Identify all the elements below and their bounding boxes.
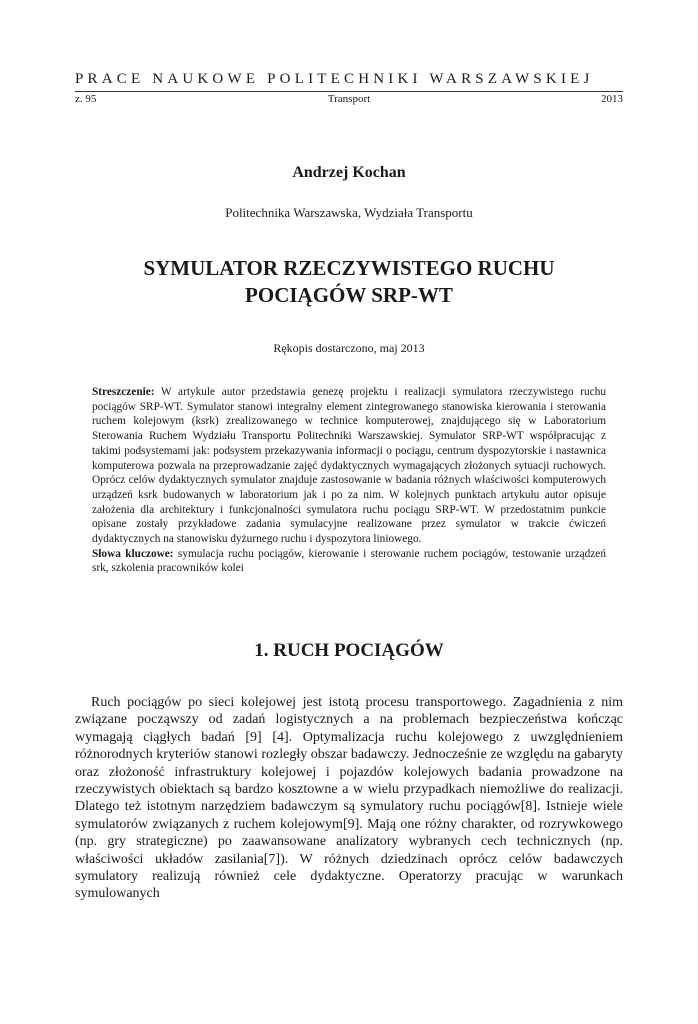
volume-number: z. 95 bbox=[75, 93, 97, 105]
header-rule bbox=[75, 91, 623, 92]
body-paragraph: Ruch pociągów po sieci kolejowej jest istotą procesu transportowego. Zagadnienia z nim związane począwszy od zadań logistycznych a na problemach bezpieczeństwa kończąc wymagają ciągłych badań [9] [4]. Optymalizacja ruchu kolejowego z uwzględnieniem różnorodnych kryteriów stanowi rozległy obszar badawczy. Jednocześnie ze względu na gabaryty oraz złożoność infrastruktury kolejowej i pojazdów kolejowych badania prowadzone na rzeczywistych obiektach są bardzo kosztowne a w wielu przypadkach niemożliwe do realizacji. Dlatego też istotnym narzędziem badawczym są symulatory ruchu pociągów[8]. Istnieje wiele symulatorów związanych z ruchem kolejowym[9]. Mają one różny charakter, od rozrywkowego (np. gry strategiczne) po zaawansowane analizatory wybranych cech technicznych (np. właściwości układów zasilania[7]). W różnych dziedzinach oprócz celów badawczych symulatory realizują również cele dydaktyczne. Operatorzy pracując w warunkach symulowanych bbox=[75, 695, 623, 902]
journal-title: PRACE NAUKOWE POLITECHNIKI WARSZAWSKIEJ bbox=[75, 71, 594, 87]
author-name: Andrzej Kochan bbox=[292, 164, 406, 181]
publication-year: 2013 bbox=[601, 93, 623, 105]
abstract-paragraph bbox=[92, 385, 606, 547]
keywords-text: symulacja ruchu pociągów, kierowanie i sterowanie ruchem pociągów, testowanie urządzeń srk, szkolenia pracowników kolei bbox=[92, 547, 606, 575]
abstract-text: W artykule autor przedstawia genezę projektu i realizacji symulatora rzeczywistego ruchu pociągów SRP-WT. Symulator stanowi integralny element zintegrowanego stanowiska kierowania i sterowania ruchem kolejowym (ksrk) zrealizowanego w technice komputerowej, znajdującego się w Laboratorium Sterowania Ruchem Wydziału Transportu Politechniki Warszawskiej. Symulator SRP-WT współpracując z takimi podsystemami jak: podsystem przekazywania informacji o pociągu, centrum dyspozytorskie i nastawnica komputerowa pozwala na przeprowadzanie zajęć dydaktycznych wymagających złożonych sytuacji ruchowych. Oprócz celów dydaktycznych symulator znajduje zastosowanie w badania różnych właściwości komputerowych urządzeń ksrk budowanych w laboratorium jak i po za nim. W kolejnych punktach artykułu autor opisuje założenia dla architektury i funkcjonalności symulatora ruchu pociągu SRP-WT. W przedostatnim punkcie opisane zostały przykładowe zadania symulacyjne realizowane przez symulator w trakcie ćwiczeń dydaktycznych na stanowisku dyżurnego ruchu i dyspozytora liniowego. bbox=[92, 386, 606, 546]
paper-title-line-2: POCIĄGÓW SRP-WT bbox=[245, 283, 453, 307]
paper-title-line-1: SYMULATOR RZECZYWISTEGO RUCHU bbox=[143, 256, 555, 280]
body-text bbox=[75, 694, 623, 903]
paper-title bbox=[0, 255, 698, 309]
received-date: Rękopis dostarczono, maj 2013 bbox=[273, 341, 425, 355]
section-heading: 1. RUCH POCIĄGÓW bbox=[254, 640, 444, 661]
author-affiliation: Politechnika Warszawska, Wydziała Transportu bbox=[225, 205, 473, 220]
abstract-label: Streszczenie: bbox=[92, 386, 155, 398]
keywords-label: Słowa kluczowe: bbox=[92, 547, 174, 560]
series-name: Transport bbox=[327, 93, 371, 105]
abstract bbox=[92, 385, 606, 576]
keywords-paragraph bbox=[92, 547, 606, 576]
